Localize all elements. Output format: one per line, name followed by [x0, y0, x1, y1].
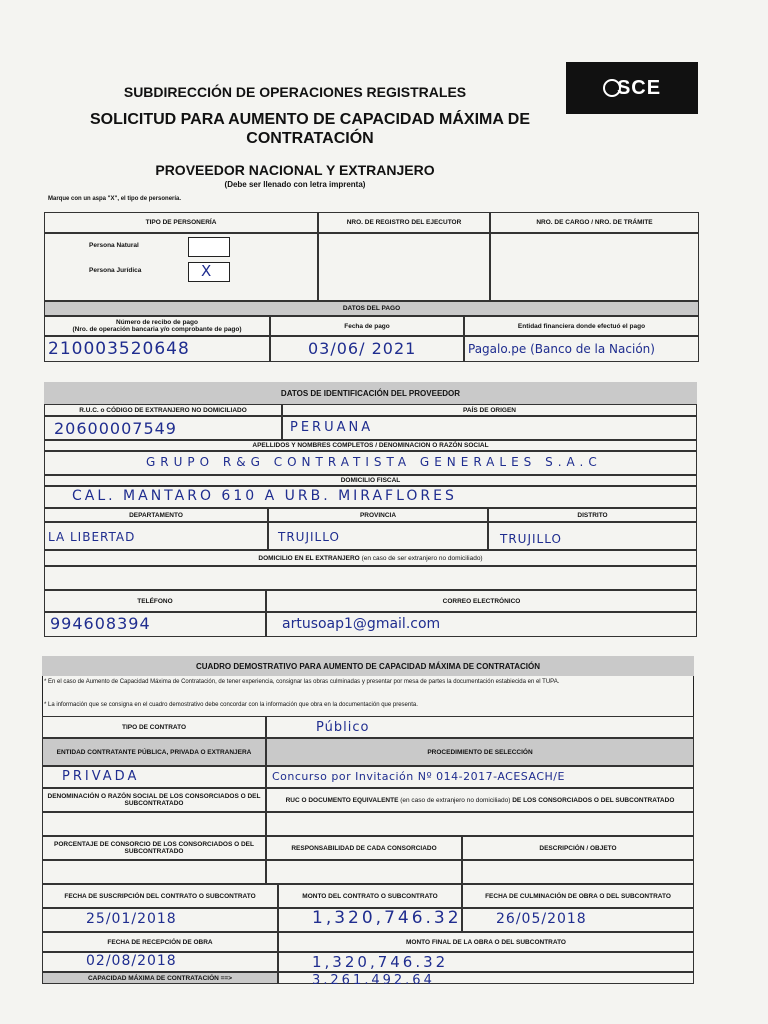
fecha-pago-header: Fecha de pago — [270, 316, 464, 336]
telefono-header: TELÉFONO — [44, 590, 266, 612]
monto-final-header: MONTO FINAL DE LA OBRA O DEL SUBCONTRATO — [278, 932, 694, 952]
personeria-instruction: Marque con un aspa "X", el tipo de personería. — [48, 196, 182, 202]
razon-social-header: APELLIDOS Y NOMBRES COMPLETOS / DENOMINACION O RAZÓN SOCIAL — [44, 440, 697, 451]
persona-juridica-checkbox[interactable] — [188, 262, 230, 282]
responsabilidad-cell[interactable] — [266, 860, 462, 884]
datos-pago-header: DATOS DEL PAGO — [44, 301, 699, 316]
denominacion-cell[interactable] — [42, 812, 266, 836]
ruc-value: 20600007549 — [54, 419, 177, 438]
entidad-value: PRIVADA — [62, 769, 140, 784]
extranjero-cell[interactable] — [44, 566, 697, 590]
entidad-header: ENTIDAD CONTRATANTE PÚBLICA, PRIVADA O EXTRANJERA — [42, 738, 266, 766]
nro-registro-value[interactable] — [318, 233, 490, 301]
persona-natural-checkbox[interactable] — [188, 237, 230, 257]
fecha-suscripcion-value: 25/01/2018 — [86, 911, 177, 927]
fecha-culminacion-value: 26/05/2018 — [496, 911, 587, 927]
provincia-value: TRUJILLO — [278, 530, 340, 544]
telefono-value: 994608394 — [50, 614, 151, 633]
descripcion-cell[interactable] — [462, 860, 694, 884]
ruc-consorciados-cell[interactable] — [266, 812, 694, 836]
provincia-header: PROVINCIA — [268, 508, 488, 522]
ruc-consorciados-label: RUC O DOCUMENTO EQUIVALENTE — [285, 796, 399, 804]
distrito-header: DISTRITO — [488, 508, 697, 522]
pais-header: PAÍS DE ORIGEN — [282, 404, 697, 416]
monto-contrato-value: 1,320,746.32 — [312, 908, 462, 928]
ruc-consorciados-sub: (en caso de extranjero no domiciliado) — [400, 796, 511, 804]
ruc-consorciados-header — [266, 788, 694, 812]
cuadro-note-1: * En el caso de Aumento de Capacidad Máxima de Contratación, de tener experiencia, consignar las obras culminadas y presentar por mesa de partes la documentación estabiecida en el TUPA. — [44, 679, 560, 685]
procedimiento-header: PROCEDIMIENTO DE SELECCIÓN — [266, 738, 694, 766]
capacidad-maxima-value: 3,261,492.64 — [312, 973, 435, 984]
tipo-personeria-header: TIPO DE PERSONERÍA — [44, 212, 318, 233]
porcentaje-cell[interactable] — [42, 860, 266, 884]
fecha-recepcion-header: FECHA DE RECEPCIÓN DE OBRA — [42, 932, 278, 952]
porcentaje-header: PORCENTAJE DE CONSORCIO DE LOS CONSORCIADOS O DEL SUBCONTRATADO — [42, 836, 266, 860]
logo-text: SCE — [616, 76, 662, 99]
departamento-header: DEPARTAMENTO — [44, 508, 268, 522]
ruc-consorciados-label2: DE LOS CONSORCIADOS O DEL SUBCONTRATADO — [512, 796, 675, 804]
juridica-mark: X — [201, 262, 213, 280]
responsabilidad-header: RESPONSABILIDAD DE CADA CONSORCIADO — [266, 836, 462, 860]
procedimiento-value: Concurso por Invitación Nº 014-2017-ACESACH/E — [272, 770, 565, 783]
extranjero-sub: (en caso de ser extranjero no domiciliado) — [361, 554, 483, 562]
entidad-financiera-value: Pagalo.pe (Banco de la Nación) — [468, 342, 655, 356]
extranjero-header — [44, 550, 697, 566]
entidad-financiera-header: Entidad financiera donde efectuó el pago — [464, 316, 699, 336]
ruc-header: R.U.C. o CÓDIGO DE EXTRANJERO NO DOMICILIADO — [44, 404, 282, 416]
monto-final-value: 1,320,746.32 — [312, 953, 449, 971]
pais-value: PERUANA — [290, 420, 374, 435]
cuadro-note-2: * La información que se consigna en el cuadro demostrativo debe concordar con la información que obra en la documentación que presenta. — [44, 702, 418, 708]
persona-natural-label: Persona Natural — [89, 242, 139, 249]
tipo-contrato-header: TIPO DE CONTRATO — [42, 716, 266, 738]
razon-social-value: GRUPO R&G CONTRATISTA GENERALES S.A.C — [146, 455, 602, 469]
numero-recibo-value: 210003520648 — [48, 339, 190, 359]
form-subtitle: PROVEEDOR NACIONAL Y EXTRANJERO — [155, 162, 435, 178]
departamento-value: LA LIBERTAD — [48, 530, 136, 544]
persona-juridica-label: Persona Jurídica — [89, 267, 142, 274]
fecha-suscripcion-header: FECHA DE SUSCRIPCIÓN DEL CONTRATO O SUBCONTRATO — [42, 884, 278, 908]
subdireccion-heading: SUBDIRECCIÓN DE OPERACIONES REGISTRALES — [123, 84, 467, 100]
correo-value: artusoap1@gmail.com — [282, 616, 441, 632]
identificacion-title: DATOS DE IDENTIFICACIÓN DEL PROVEEDOR — [44, 382, 697, 404]
tipo-contrato-value: Público — [316, 720, 370, 735]
nro-cargo-header: NRO. DE CARGO / NRO. DE TRÁMITE — [490, 212, 699, 233]
ruc-consorciados-line1 — [286, 797, 675, 804]
numero-recibo-label: Número de recibo de pago — [116, 319, 198, 326]
correo-header: CORREO ELECTRÓNICO — [266, 590, 697, 612]
cuadro-title: CUADRO DEMOSTRATIVO PARA AUMENTO DE CAPACIDAD MÁXIMA DE CONTRATACIÓN — [42, 656, 694, 676]
monto-contrato-header: MONTO DEL CONTRATO O SUBCONTRATO — [278, 884, 462, 908]
domicilio-header: DOMICILIO FISCAL — [44, 475, 697, 486]
fecha-culminacion-header: FECHA DE CULMINACIÓN DE OBRA O DEL SUBCONTRATO — [462, 884, 694, 908]
fecha-pago-value: 03/06/ 2021 — [308, 339, 417, 358]
descripcion-header: DESCRIPCIÓN / OBJETO — [462, 836, 694, 860]
extranjero-label: DOMICILIO EN EL EXTRANJERO — [258, 554, 360, 562]
distrito-value: TRUJILLO — [500, 532, 562, 546]
domicilio-value: CAL. MANTARO 610 A URB. MIRAFLORES — [72, 488, 457, 504]
personeria-options-cell — [44, 233, 318, 301]
form-title: SOLICITUD PARA AUMENTO DE CAPACIDAD MÁXIMA DE CONTRATACIÓN — [90, 111, 530, 147]
osce-logo — [566, 62, 698, 114]
numero-recibo-header — [44, 316, 270, 336]
nro-cargo-value[interactable] — [490, 233, 699, 301]
numero-recibo-sub: (Nro. de operación bancaria y/o comprobante de pago) — [72, 326, 242, 333]
fill-instruction: (Debe ser llenado con letra imprenta) — [224, 180, 366, 189]
fecha-recepcion-value: 02/08/2018 — [86, 953, 177, 969]
capacidad-maxima-label: CAPACIDAD MÁXIMA DE CONTRATACIÓN ==> — [42, 972, 278, 984]
denominacion-header: DENOMINACIÓN O RAZÓN SOCIAL DE LOS CONSORCIADOS O DEL SUBCONTRATADO — [42, 788, 266, 812]
nro-registro-header: NRO. DE REGISTRO DEL EJECUTOR — [318, 212, 490, 233]
